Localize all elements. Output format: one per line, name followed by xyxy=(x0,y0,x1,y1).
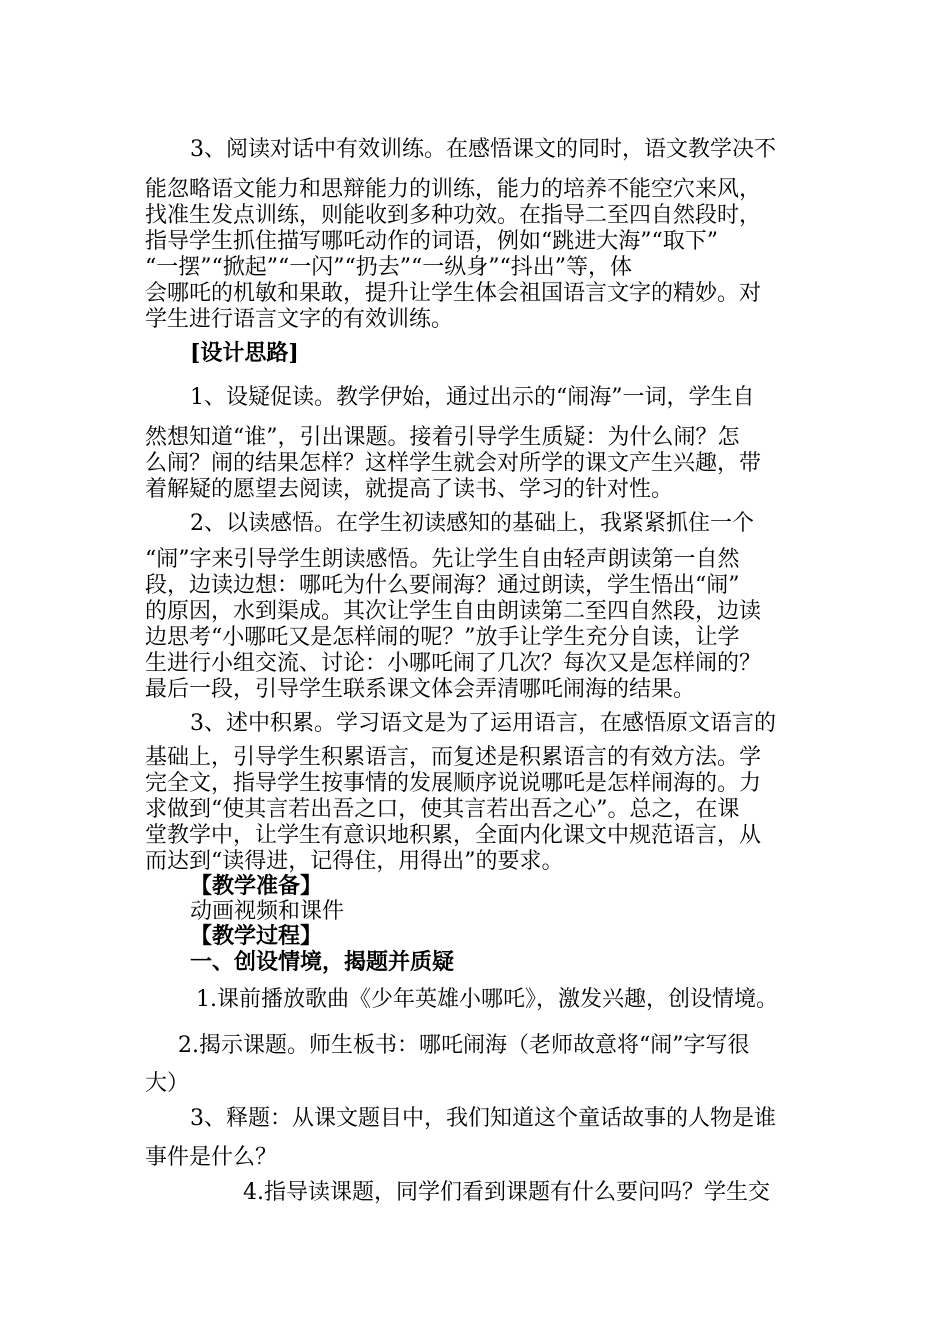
paragraph-4-line-2: 基础上，引导学生积累语言，而复述是积累语言的有效方法。学 xyxy=(145,745,762,770)
paragraph-1-line-3: 找准生发点训练，则能收到多种功效。在指导二至四自然段时， xyxy=(145,203,762,228)
step-1-line-1: 1.课前播放歌曲《少年英雄小哪吒》，激发兴趣，创设情境。 xyxy=(196,987,778,1012)
paragraph-1-line-6: 会哪吒的机敏和果敢，提升让学生体会祖国语言文字的精妙。对 xyxy=(145,281,762,306)
paragraph-2-line-4: 着解疑的愿望去阅读，就提高了读书、学习的针对性。 xyxy=(145,477,674,502)
paragraph-4-line-6: 而达到“读得进，记得住，用得出”的要求。 xyxy=(145,849,564,874)
paragraph-4-line-3: 完全文，指导学生按事情的发展顺序说说哪吒是怎样闹海的。力 xyxy=(145,771,762,796)
step-3-line-1: 3、释题：从课文题目中，我们知道这个童话故事的人物是谁 xyxy=(190,1106,776,1131)
paragraph-3-line-3: 段，边读边想：哪吒为什么要闹海？通过朗读，学生悟出“闹” xyxy=(145,573,740,598)
teaching-preparation-heading: 【教学准备】 xyxy=(190,873,323,899)
paragraph-3-line-1: 2、以读感悟。在学生初读感知的基础上，我紧紧抓住一个 xyxy=(190,511,754,536)
step-2-line-1: 2.揭示课题。师生板书：哪吒闹海（老师故意将“闹”字写很 xyxy=(178,1033,750,1058)
paragraph-3-line-7: 最后一段，引导学生联系课文体会弄清哪吒闹海的结果。 xyxy=(145,677,696,702)
teaching-preparation-text: 动画视频和课件 xyxy=(190,899,345,924)
paragraph-1-line-2: 能忽略语文能力和思辩能力的训练，能力的培养不能空穴来风， xyxy=(145,177,762,202)
paragraph-2-line-3: 么闹？闹的结果怎样？这样学生就会对所学的课文产生兴趣，带 xyxy=(145,451,762,476)
section-one-heading: 一、创设情境，揭题并质疑 xyxy=(190,949,455,975)
paragraph-2-line-1: 1、设疑促读。教学伊始，通过出示的“闹海”一词，学生自 xyxy=(190,385,755,410)
step-4-line-1: 4.指导读课题，同学们看到课题有什么要问吗？学生交 xyxy=(243,1180,770,1205)
paragraph-1-line-4: 指导学生抓住描写哪吒动作的词语，例如“跳进大海”“取下” xyxy=(145,229,718,254)
paragraph-1-line-1: 3、阅读对话中有效训练。在感悟课文的同时，语文教学决不 xyxy=(190,137,776,162)
step-3-line-2: 事件是什么？ xyxy=(145,1145,278,1170)
paragraph-4-line-4: 求做到“使其言若出吾之口，使其言若出吾之心”。总之，在课 xyxy=(145,797,740,822)
design-thinking-heading: [设计思路] xyxy=(190,340,299,366)
paragraph-2-line-2: 然想知道“谁”，引出课题。接着引导学生质疑：为什么闹？怎 xyxy=(145,425,740,450)
paragraph-4-line-1: 3、述中积累。学习语文是为了运用语言，在感悟原文语言的 xyxy=(190,711,776,736)
paragraph-3-line-4: 的原因，水到渠成。其次让学生自由朗读第二至四自然段，边读 xyxy=(145,599,762,624)
paragraph-3-line-2: “闹”字来引导学生朗读感悟。先让学生自由轻声朗读第一自然 xyxy=(145,547,740,572)
step-2-line-2: 大） xyxy=(145,1071,190,1096)
paragraph-3-line-5: 边思考“小哪吒又是怎样闹的呢？”放手让学生充分自读，让学 xyxy=(145,625,740,650)
teaching-process-heading: 【教学过程】 xyxy=(190,923,323,949)
paragraph-3-line-6: 生进行小组交流、讨论：小哪吒闹了几次？每次又是怎样闹的？ xyxy=(145,651,762,676)
paragraph-1-line-5: “一摆”“掀起”“一闪”“扔去”“一纵身”“抖出”等，体 xyxy=(145,255,632,280)
paragraph-4-line-5: 堂教学中，让学生有意识地积累，全面内化课文中规范语言，从 xyxy=(145,823,762,848)
paragraph-1-line-7: 学生进行语言文字的有效训练。 xyxy=(145,307,454,332)
